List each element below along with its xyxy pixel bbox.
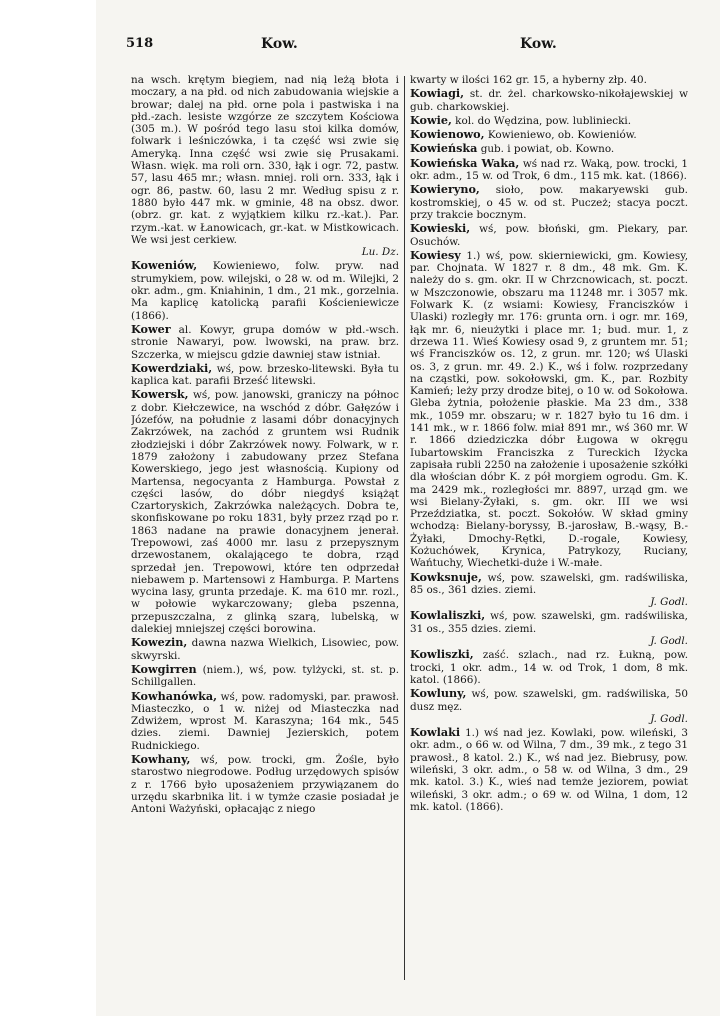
dictionary-entry	[410, 87, 688, 113]
entry-headword: Kowienowo,	[410, 127, 485, 142]
entry-text: Kowieniewo, folw. pryw. nad strumykiem, pow. wilejski, o 28 w. od m. Wilejki, 2 okr. adm., gm. Kniahinin, 1 dm., 21 mk., gorzelnia. Ma kaplicę katolicką parafii Kościeniewicze (1866).	[131, 260, 399, 322]
dictionary-entry	[410, 726, 688, 813]
entry-headword: Kowliszki,	[410, 647, 474, 662]
entry-text: al. Kowyr, grupa domów w płd.-wsch. stronie Nawaryi, pow. lwowski, na praw. brz. Szczerka, w miejscu gdzie dawniej staw istniał.	[131, 323, 399, 361]
dictionary-entry	[131, 753, 399, 815]
dictionary-entry	[410, 687, 688, 725]
dictionary-entry	[131, 663, 399, 689]
page-gutter	[0, 0, 96, 1016]
dictionary-entry	[131, 636, 399, 662]
dictionary-entry	[410, 609, 688, 647]
entry-text: na wsch. krętym biegiem, nad nią leżą błota i moczary, a na płd. od nich zabudowania wiejskie a browar; dalej na płd. orne pola i pastwiska i na płd.-zach. lesiste wzgórze ze szczytem Kościowa (305 m.). W pośród tego lasu stoi kilka domów, folwark i leśniczówka, i ta część wsi zwie się Ameryką. Inna część wsi zwie się Prusakami. Własn. więk. ma roli orn. 330, łąk i ogr. 72, pastw. 57, lasu 465 mr.; własn. mniej. roli orn. 333, łąk i ogr. 86, pastw. 60, lasu 2 mr. Według spisu z r. 1880 było 447 mk. w gminie, 48 na obsz. dwor. (obrz. gr. kat. z wyjątkiem kilku rz.-kat.). Par. rzym.-kat. w Łanowicach, gr.-kat. w Mistkowicach. We wsi jest cerkiew.	[131, 74, 399, 246]
entry-text: wś, pow. szawelski, gm. radświliska, 50 dusz męz.	[410, 688, 688, 713]
entry-headword: Kowerdziaki,	[131, 360, 213, 375]
entry-headword: Kowieńska Waka,	[410, 155, 520, 170]
running-head-right: Kow.	[520, 36, 557, 52]
entry-headword: Kowieńska	[410, 141, 478, 156]
running-head-left: Kow.	[261, 36, 298, 52]
dictionary-entry	[410, 571, 688, 609]
entry-text: wś, pow. janowski, graniczy na północ z dobr. Kiełczewice, na wschód z dóbr. Gałęzów i Józefów, na południe z lasami dóbr donacyjnych Zakrzówek, na zachód z gruntem wsi Rudnik złodziejski i dóbr Zakrzówek nowy. Folwark, w r. 1879 założony i zabudowany przez Stefana Kowerskiego, jego jest własnością. Kupiony od Martensa, negocyanta z Hamburga. Powstał z części lasów, do dóbr niegdyś książąt Czartoryskich, Zakrzówka należących. Dobra te, skonfiskowane po roku 1831, były przez rząd po r. 1863 nadane na prawie donacyjnem jenerał. Trepowowi, zaś 4000 mr. lasu z przepysznym drzewostanem, okalającego te dobra, rząd sprzedał jen. Trepowowi, które ten odprzedał niebawem p. Martensowi z Hamburga. P. Martens wycina lasy, grunta przedaje. K. ma 610 mr. rozl., w połowie wykarczowany; gleba pszenna, przepuszczalna, z glinką szarą, lubelską, w dalekiej mniejszej części borowina.	[131, 389, 399, 636]
entry-signature: J. Godl.	[650, 596, 688, 609]
dictionary-entry	[131, 323, 399, 361]
left-column	[131, 74, 399, 984]
entry-signature: Lu. Dz.	[361, 246, 399, 259]
dictionary-entry	[410, 222, 688, 248]
entry-text: wś, pow. szawelski, gm. radświliska, 31 os., 355 dzies. ziemi.	[410, 610, 688, 635]
dictionary-entry	[131, 362, 399, 388]
entry-headword: Kowluny,	[410, 686, 467, 701]
entry-text: Kowieniewo, ob. Kowieniów.	[487, 129, 637, 142]
entry-text: 1.) wś, pow. skierniewicki, gm. Kowiesy, par. Chojnata. W 1827 r. 8 dm., 48 mk. Gm. K. należy do s. gm. okr. II w Chrzcnowicach, st. poczt. w Mszczonowie, obszaru ma 11248 mr. i 3057 mk. Folwark K. (z wsiami: Kowiesy, Franciszków i Ulaski) rozległy mr. 176: grunta orn. i ogr. mr. 169, łąk mr. 6, nieużytki i place mr. 1; bud. mur. 1, z drzewa 11. Wieś Kowiesy osad 9, z gruntem mr. 51; wś Franciszków os. 12, z grun. mr. 120; wś Ulaski os. 3, z grun. mr. 49. 2.) K., wś i folw. rozprzedany na cząstki, pow. sokołowski, gm. K., par. Rozbity Kamień; leży przy drodze bitej, o 10 w. od Sokołowa. Gleba żytnia, położenie płaskie. Ma 23 dm., 338 mk., 1059 mr. obszaru; w r. 1827 było tu 16 dm. i 141 mk., w r. 1866 folw. miał 891 mr., wś 360 mr. W r. 1866 dziedziczka dóbr Ługowa w okręgu Iubartowskim Franciszka z Tureckich Iżycka zapisała rubli 2250 na założenie i uposażenie szkółki dla włościan dóbr K. z pół morgiem ogrodu. Gm. K. ma 2429 mk., rozległości mr. 8897, urząd gm. we wsi Bielany-Żyłaki, s. gm. okr. III we wsi Przeździatka, st. poczt. Sokołów. W skład gminy wchodzą: Bielany-boryssy, B.-jarosław, B.-wąsy, B.-Żyłaki, Dmochy-Rętki, D.-rogale, Kowiesy, Kożuchówek, Krynica, Patrykozy, Ruciany, Wańtuchy, Wiechetki-duże i W.-małe.	[410, 249, 688, 570]
dictionary-entry	[410, 74, 688, 86]
entry-headword: Kowhanówka,	[131, 688, 218, 703]
entry-headword: Kowiesy	[410, 247, 461, 262]
dictionary-entry	[410, 648, 688, 686]
entry-headword: Kowieski,	[410, 221, 471, 236]
entry-text: kol. do Wędzina, pow. lubliniecki.	[455, 114, 632, 127]
entry-headword: Kowezin,	[131, 635, 188, 650]
entry-text: wś, pow. brzesko-litewski. Była tu kaplica kat. parafii Brześć litewski.	[131, 362, 399, 388]
dictionary-entry	[131, 690, 399, 752]
entry-text: wś, pow. szawelski, gm. radświliska, 85 os., 361 dzies. ziemi.	[410, 571, 688, 596]
dictionary-entry	[410, 114, 688, 127]
dictionary-entry	[410, 128, 688, 141]
entry-headword: Kowgirren	[131, 661, 197, 676]
entry-text: dawna nazwa Wielkich, Lisowiec, pow. skwyrski.	[131, 637, 399, 662]
dictionary-entry	[131, 74, 399, 258]
entry-headword: Kowhany,	[131, 752, 191, 767]
entry-signature: J. Godl.	[650, 712, 688, 725]
page-header	[126, 36, 686, 58]
entry-headword: Kowlaliszki,	[410, 608, 486, 623]
entry-headword: Kowieryno,	[410, 182, 480, 197]
entry-headword: Kower	[131, 321, 171, 336]
entry-headword: Kowlaki	[410, 725, 461, 740]
entry-headword: Kowksnuje,	[410, 569, 482, 584]
entry-text: kwarty w ilości 162 gr. 15, a hyberny złp. 40.	[410, 74, 647, 86]
entry-text: st. dr. żel. charkowsko-nikołajewskiej w gub. charkowskiej.	[410, 88, 688, 113]
entry-text: gub. i powiat, ob. Kowno.	[480, 143, 615, 156]
column-divider	[404, 76, 405, 980]
entry-headword: Kowiagi,	[410, 86, 465, 101]
dictionary-entry	[410, 249, 688, 570]
entry-text: (niem.), wś, pow. tylżycki, st. st. p. Schillgallen.	[131, 663, 399, 689]
entry-text: 1.) wś nad jez. Kowlaki, pow. wileński, 3 okr. adm., o 66 w. od Wilna, 7 dm., 39 mk., z tego 31 prawosł., 8 katol. 2.) K., wś nad jez. Biebrusy, pow. wileński, 3 okr. adm., o 58 w. od Wilna, 3 dm., 29 mk. katol. 3.) K., wieś nad temże jeziorem, powiat wileński, 3 okr. adm.; o 69 w. od Wilna, 1 dom, 12 mk. katol. (1866).	[410, 727, 688, 813]
entry-headword: Kowie,	[410, 112, 452, 127]
entry-headword: Kowersk,	[131, 387, 189, 402]
right-column	[410, 74, 688, 984]
entry-text: sioło, pow. makaryewski gub. kostromskiej, o 45 w. od st. Puczeż; stacya poczt. przy trakcie bocznym.	[410, 184, 688, 221]
entry-text: wś nad rz. Waką, pow. trocki, 1 okr. adm., 15 w. od Trok, 6 dm., 115 mk. kat. (1866).	[410, 157, 688, 183]
entry-text: zaść. szlach., nad rz. Łukną, pow. trocki, 1 okr. adm., 14 w. od Trok, 1 dom, 8 mk. katol. (1866).	[410, 649, 688, 686]
dictionary-entry	[131, 259, 399, 321]
entry-signature: J. Godl.	[650, 635, 688, 648]
entry-text: wś, pow. trocki, gm. Żośle, było starostwo niegrodowe. Podług urzędowych spisów z r. 1766 było uposażeniem przywiązanem do urzędu skarbnika lit. i w tymże czasie posiadał je Antoni Ważyński, opłacając z niego	[131, 754, 399, 816]
dictionary-entry	[410, 142, 688, 155]
dictionary-entry	[410, 157, 688, 183]
entry-headword: Koweniów,	[131, 258, 198, 273]
entry-text: wś, pow. radomyski, par. prawosł. Miasteczko, o 1 w. niżej od Miasteczka nad Zdwiżem, wprost M. Karaszyna; 164 mk., 545 dzies. ziemi. Dawniej Jezierskich, potem Rudnickiego.	[131, 690, 399, 752]
page-number: 518	[126, 36, 154, 51]
entry-text: wś, pow. błoński, gm. Piekary, par. Osuchów.	[410, 223, 688, 248]
dictionary-entry	[131, 388, 399, 635]
dictionary-entry	[410, 183, 688, 221]
